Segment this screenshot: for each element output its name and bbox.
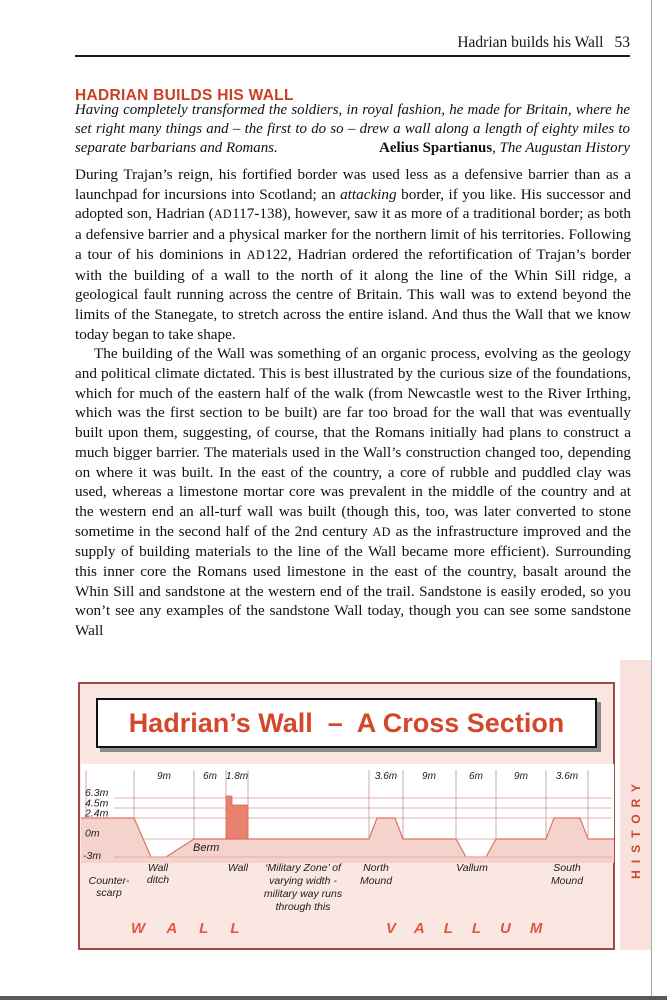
paragraph — [75, 344, 631, 641]
figure-title: Hadrian’s Wall – A Cross Section — [128, 707, 565, 738]
body-text — [75, 165, 631, 641]
text-segment: The building of the Wall was something of an organic process, evolving as the geology and political climate dictated. This is best illustrated by the curious size of the foundations, which for much of the eastern half of the walk (from Newcastle west to the River Irthing, which was the first section to be built) are far too broad for the wall that was eventually built upon them, suggesting, of course, that the Romans initially had plans to construct a much bigger barrier. The materials used in the Wall’s construction changed too, depending on where it was built. In the east of the country, a core of rubble and puddled clay was used, whereas a limestone mortar core was prevalent in the middle of the country and at the western end an all-turf wall was built (though this, too, was later converted to stone sometime in the second half of the 2nd century — [75, 345, 631, 540]
epigraph-quote — [75, 101, 630, 159]
history-tab — [620, 660, 651, 950]
military-zone-label: ‘Military Zone’ of — [265, 862, 341, 874]
south-mound-label: South — [553, 862, 581, 874]
running-header-title: Hadrian builds his Wall — [457, 34, 604, 51]
dimension-label: 3.6m — [555, 771, 579, 782]
south-mound-label: Mound — [550, 875, 584, 887]
dimension-label: 3.6m — [374, 771, 398, 782]
dimension-label: 9m — [422, 771, 436, 782]
military-zone-label: varying width - — [269, 875, 337, 887]
wall-label: Wall — [227, 862, 249, 874]
text-segment: as the infrastructure improved and the supply of building materials to the line of the Wall became more efficient). Surrounding this inner core the Romans used limestone in the east of the country, basalt around the Whin Sill and sandstone at the western end of the trail. Sandstone is easily eroded, so you won’t see any examples of the sandstone Wall today, though you can see some sandstone Wall — [75, 522, 632, 640]
y-axis-label: 2.4m — [85, 807, 109, 820]
cross-section-figure — [78, 682, 615, 950]
text-segment: AD — [372, 524, 391, 539]
dimension-label: 1.8m — [225, 771, 249, 782]
dimension-label: 6m — [469, 771, 483, 782]
counter-scarp-label: scarp — [96, 887, 122, 899]
header-rule — [75, 55, 630, 57]
quote-attribution — [379, 139, 630, 158]
y-axis-label: -3m — [83, 850, 102, 862]
y-axis-label: 0m — [85, 827, 100, 840]
text-segment: AD — [213, 207, 233, 222]
bottom-bar — [0, 996, 667, 1000]
wall-ditch-label: ditch — [146, 874, 170, 886]
page-edge-line — [651, 0, 652, 996]
text-segment: 117-138), however, saw it as more of a traditional border; as both a defensive barrier and a physical marker for the northern limit of his territories. Following a tour of his dominions in — [75, 205, 631, 263]
text-segment: AD — [246, 247, 266, 262]
text-segment: attacking — [340, 185, 397, 203]
text-segment: border, if you like. His successor and adopted son, Hadrian ( — [75, 185, 631, 223]
quote-text: Having completely transformed the soldiers, in royal fashion, he made for Britain, where he set right many things and – the first to do so – drew a wall along a length of eighty miles to separate barbarians and Romans. — [75, 102, 630, 157]
quote-work: , The Augustan History — [492, 140, 630, 157]
section-heading: HADRIAN BUILDS HIS WALL — [75, 86, 294, 104]
zone-label-vallum: VALLUM — [386, 920, 562, 937]
dimension-label: 6m — [203, 771, 217, 782]
running-header — [75, 34, 630, 52]
dimension-label: 9m — [157, 771, 171, 782]
military-zone-label: military way runs — [263, 888, 343, 900]
vallum-label: Vallum — [456, 862, 488, 874]
history-tab-label: HISTORY — [628, 777, 643, 879]
feature-labels — [89, 862, 585, 913]
wall-ditch-label: Wall — [147, 862, 169, 874]
paragraph — [75, 165, 631, 344]
figure-title-box — [96, 698, 597, 748]
north-mound-label: Mound — [359, 875, 393, 887]
quote-author: Aelius Spartianus — [379, 140, 493, 157]
text-segment: During Trajan’s reign, his fortified border was used less as a defensive barrier than as a launchpad for incursions into Scotland; an — [75, 166, 631, 203]
y-axis-label: 4.5m — [85, 797, 109, 810]
military-zone-label: through this — [275, 901, 331, 913]
cross-section-svg — [81, 756, 614, 948]
text-segment: 122, Hadrian ordered the refortification of Trajan’s border with the building of a wall to the north of it along the line of the Whin Sill ridge, a geological fault running across the centre of Britain. This wall was to extend beyond the limits of the Stanegate, to stretch across the entire island. And thus the Wall that we know today began to take shape. — [75, 245, 631, 343]
north-mound-label: North — [363, 862, 389, 874]
page-number: 53 — [614, 34, 630, 51]
dimension-label: 9m — [514, 771, 528, 782]
counter-scarp-label: Counter- — [88, 875, 130, 887]
y-axis-label: 6.3m — [85, 787, 109, 799]
berm-label: Berm — [193, 842, 220, 854]
zone-label-wall: WALL — [131, 920, 262, 937]
